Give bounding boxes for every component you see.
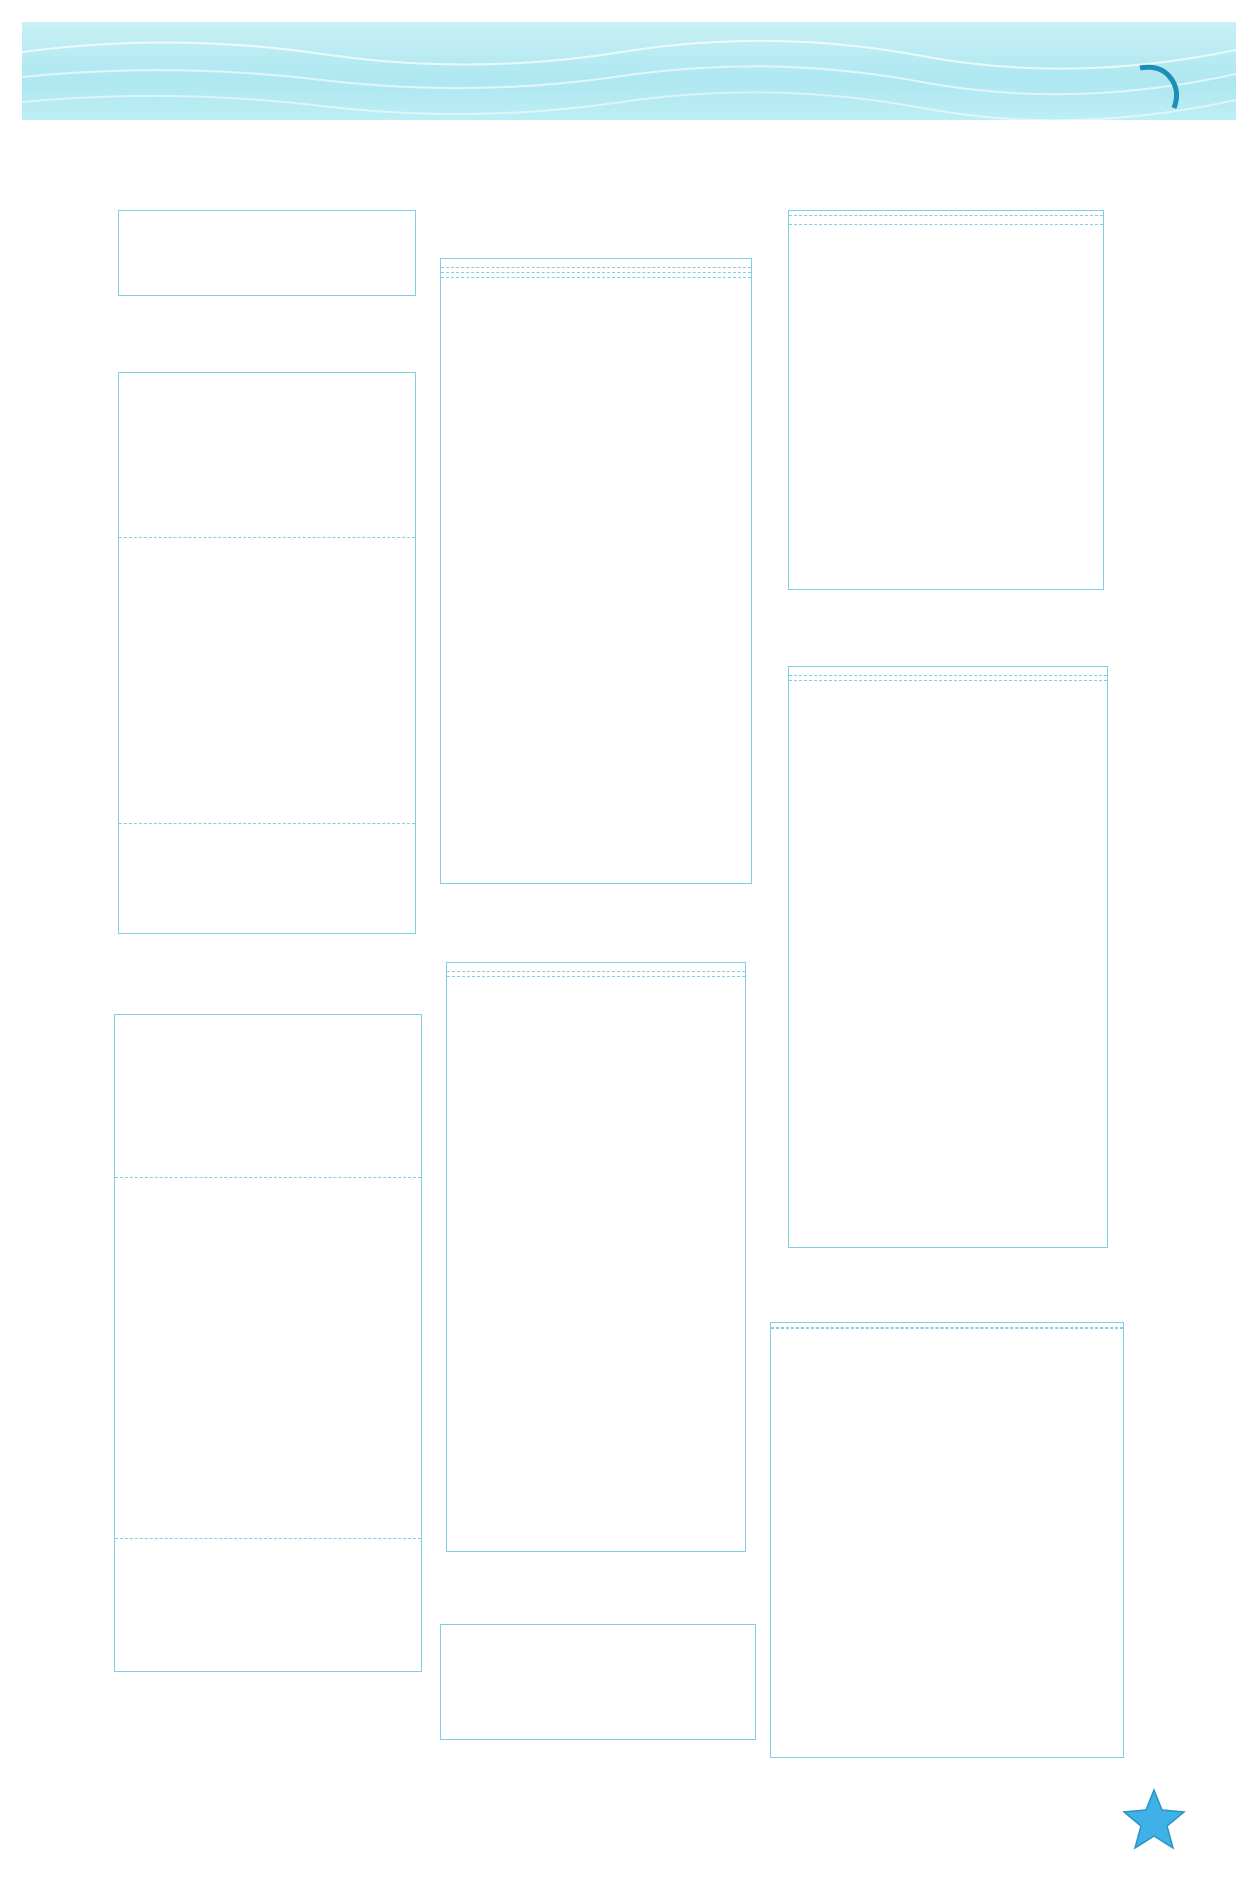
answer-cell — [213, 1358, 315, 1394]
answer-cell — [319, 1142, 419, 1173]
answer-cell — [117, 1358, 213, 1394]
answer-cell — [123, 758, 185, 789]
answer-row — [117, 1287, 419, 1323]
answer-cell — [321, 457, 407, 495]
answer-cell — [123, 542, 185, 573]
answer-cell — [295, 542, 401, 573]
answer-row — [117, 1142, 419, 1173]
answer-cell — [117, 1465, 213, 1501]
answer-cell — [123, 495, 189, 533]
answer-row — [123, 573, 411, 604]
answer-cell — [123, 381, 189, 419]
answer-cell — [189, 495, 251, 533]
section-18-box — [114, 1014, 422, 1672]
answer-cell — [123, 573, 185, 604]
answer-row — [123, 727, 411, 758]
answer-cell — [215, 1081, 319, 1112]
answer-cell — [189, 381, 251, 419]
wave-decoration — [22, 22, 1236, 120]
answer-row — [123, 495, 411, 533]
answer-cell — [213, 1180, 315, 1216]
answer-cell — [213, 1429, 315, 1465]
answer-cell — [251, 381, 321, 419]
answer-cell — [185, 604, 295, 635]
answer-cell — [315, 1358, 419, 1394]
answer-row — [123, 758, 411, 789]
answer-row — [117, 1050, 419, 1081]
answer-cell — [117, 1322, 213, 1358]
answer-cell — [295, 573, 401, 604]
answer-row — [123, 419, 411, 457]
answer-cell — [189, 457, 251, 495]
answer-cell — [117, 1050, 215, 1081]
answer-cell — [315, 1500, 419, 1536]
answer-cell — [123, 788, 185, 819]
answer-row — [117, 1465, 419, 1501]
answer-cell — [295, 758, 401, 789]
answer-row — [123, 542, 411, 573]
answer-cell — [185, 758, 295, 789]
answer-cell — [123, 419, 189, 457]
section-22-box — [788, 666, 1108, 1248]
answer-cell — [251, 495, 321, 533]
s23-last — [771, 1329, 1123, 1337]
answer-cell — [295, 696, 401, 727]
answer-cell — [251, 457, 321, 495]
answer-cell — [315, 1287, 419, 1323]
answer-cell — [123, 696, 185, 727]
answer-cell — [123, 457, 189, 495]
answer-cell — [315, 1180, 419, 1216]
answer-cell — [185, 634, 295, 665]
answer-cell — [319, 1081, 419, 1112]
answer-cell — [123, 665, 185, 696]
answer-cell — [215, 1142, 319, 1173]
section-20-box — [446, 962, 746, 1552]
answer-cell — [319, 1019, 419, 1050]
answer-cell — [213, 1322, 315, 1358]
answer-cell — [189, 419, 251, 457]
header-banner — [22, 22, 1236, 120]
answer-cell — [185, 788, 295, 819]
answer-cell — [295, 604, 401, 635]
answer-cell — [123, 634, 185, 665]
answer-cell — [319, 1111, 419, 1142]
answer-cell — [315, 1216, 419, 1252]
answer-cell — [185, 696, 295, 727]
answer-row — [117, 1081, 419, 1112]
answer-row — [117, 1394, 419, 1430]
answer-row — [117, 1251, 419, 1287]
answer-cell — [315, 1251, 419, 1287]
answer-cell — [315, 1394, 419, 1430]
answer-cell — [295, 634, 401, 665]
answer-cell — [117, 1019, 215, 1050]
answer-row — [117, 1111, 419, 1142]
answer-cell — [117, 1142, 215, 1173]
answer-cell — [213, 1394, 315, 1430]
section-17-box — [118, 372, 416, 934]
answer-cell — [213, 1251, 315, 1287]
section-21-cont-box — [788, 210, 1104, 590]
answer-cell — [117, 1429, 213, 1465]
answer-cell — [213, 1216, 315, 1252]
answer-cell — [185, 727, 295, 758]
answer-cell — [117, 1287, 213, 1323]
answer-cell — [295, 788, 401, 819]
answer-row — [117, 1322, 419, 1358]
answer-cell — [251, 419, 321, 457]
answer-cell — [321, 495, 407, 533]
answer-cell — [213, 1465, 315, 1501]
answer-cell — [295, 665, 401, 696]
answer-row — [123, 457, 411, 495]
answer-cell — [117, 1180, 213, 1216]
answer-row — [123, 788, 411, 819]
answer-cell — [295, 727, 401, 758]
answer-cell — [185, 665, 295, 696]
answer-row — [117, 1358, 419, 1394]
answer-cell — [215, 1111, 319, 1142]
answer-cell — [117, 1111, 215, 1142]
answer-row — [117, 1180, 419, 1216]
s16-line — [119, 223, 415, 227]
answer-cell — [315, 1465, 419, 1501]
answer-row — [117, 1019, 419, 1050]
s17-last — [119, 824, 415, 832]
answer-cell — [117, 1081, 215, 1112]
answer-cell — [215, 1019, 319, 1050]
answer-cell — [321, 419, 407, 457]
answer-cell — [315, 1322, 419, 1358]
answer-cell — [123, 604, 185, 635]
answer-cell — [319, 1050, 419, 1081]
answer-row — [117, 1216, 419, 1252]
answer-cell — [117, 1394, 213, 1430]
answer-cell — [213, 1500, 315, 1536]
answer-row — [123, 381, 411, 419]
answer-cell — [123, 727, 185, 758]
answer-row — [123, 634, 411, 665]
answer-cell — [117, 1216, 213, 1252]
section-23-box — [770, 1322, 1124, 1758]
answer-row — [123, 665, 411, 696]
star-icon — [1122, 1788, 1186, 1852]
answer-row — [117, 1429, 419, 1465]
answer-cell — [185, 542, 295, 573]
answer-cell — [117, 1500, 213, 1536]
answer-row — [123, 604, 411, 635]
s22-last — [789, 681, 1107, 689]
answer-cell — [185, 573, 295, 604]
answer-cell — [321, 381, 407, 419]
section-19-box — [440, 258, 752, 884]
answer-row — [117, 1500, 419, 1536]
answer-cell — [213, 1287, 315, 1323]
s16-line — [119, 211, 415, 223]
s16-tail-box — [118, 210, 416, 296]
answer-cell — [215, 1050, 319, 1081]
answer-cell — [315, 1429, 419, 1465]
answer-row — [123, 696, 411, 727]
answer-cell — [117, 1251, 213, 1287]
section-21-box — [440, 1624, 756, 1740]
